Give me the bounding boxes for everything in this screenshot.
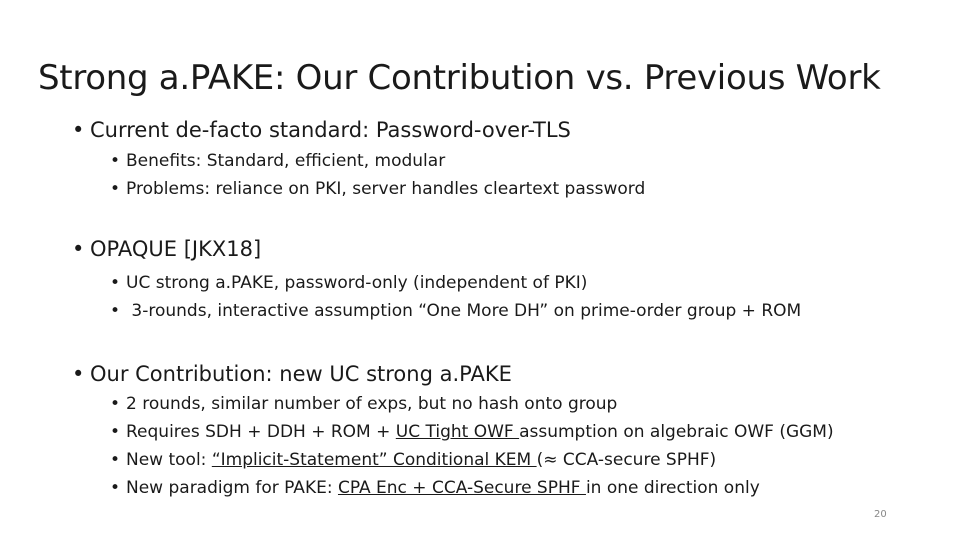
bullet-glyph: •: [72, 118, 85, 142]
bullet-opaque: [72, 237, 261, 261]
bullet-current-standard: [72, 118, 571, 142]
item-text: 3-rounds, interactive assumption “One More DH” on prime-order group + ROM: [126, 301, 802, 321]
bullet-glyph: •: [110, 422, 121, 442]
item-text-pre: New paradigm for PAKE:: [126, 478, 338, 498]
sub-bullet-benefits: [110, 151, 445, 171]
bullet-glyph: •: [72, 237, 85, 261]
item-text-pre: Requires SDH + DDH + ROM +: [126, 422, 396, 442]
page-number: 20: [874, 509, 887, 520]
item-text-post: (≈ CCA-secure SPHF): [536, 450, 717, 470]
heading-text: Current de-facto standard: Password-over-TLS: [90, 118, 571, 142]
sub-bullet-3-rounds: [110, 301, 801, 321]
item-text: 2 rounds, similar number of exps, but no hash onto group: [126, 394, 618, 414]
item-text: Benefits: Standard, efficient, modular: [126, 151, 446, 171]
bullet-glyph: •: [110, 478, 121, 498]
sub-bullet-problems: [110, 179, 645, 199]
bullet-glyph: •: [72, 362, 85, 386]
sub-bullet-new-paradigm: [110, 478, 760, 498]
bullet-glyph: •: [110, 179, 121, 199]
bullet-our-contribution: [72, 362, 512, 386]
item-text-underlined: CPA Enc + CCA-Secure SPHF: [337, 478, 586, 498]
sub-bullet-requires: [110, 422, 834, 442]
item-text: UC strong a.PAKE, password-only (independent of PKI): [126, 273, 588, 293]
sub-bullet-new-tool: [110, 450, 716, 470]
sub-bullet-2-rounds: [110, 394, 617, 414]
bullet-glyph: •: [110, 151, 121, 171]
heading-text: OPAQUE [JKX18]: [90, 237, 262, 261]
bullet-glyph: •: [110, 273, 121, 293]
item-text-underlined: UC Tight OWF: [395, 422, 520, 442]
bullet-glyph: •: [110, 394, 121, 414]
bullet-glyph: •: [110, 301, 121, 321]
bullet-glyph: •: [110, 450, 121, 470]
item-text-post: assumption on algebraic OWF (GGM): [519, 422, 834, 442]
sub-bullet-uc-strong: [110, 273, 587, 293]
item-text-pre: New tool:: [126, 450, 212, 470]
item-text-post: in one direction only: [585, 478, 760, 498]
slide-title: Strong a.PAKE: Our Contribution vs. Previous Work: [38, 58, 881, 98]
item-text: Problems: reliance on PKI, server handles cleartext password: [126, 179, 646, 199]
item-text-underlined: “Implicit-Statement” Conditional KEM: [211, 450, 537, 470]
heading-text: Our Contribution: new UC strong a.PAKE: [90, 362, 512, 386]
